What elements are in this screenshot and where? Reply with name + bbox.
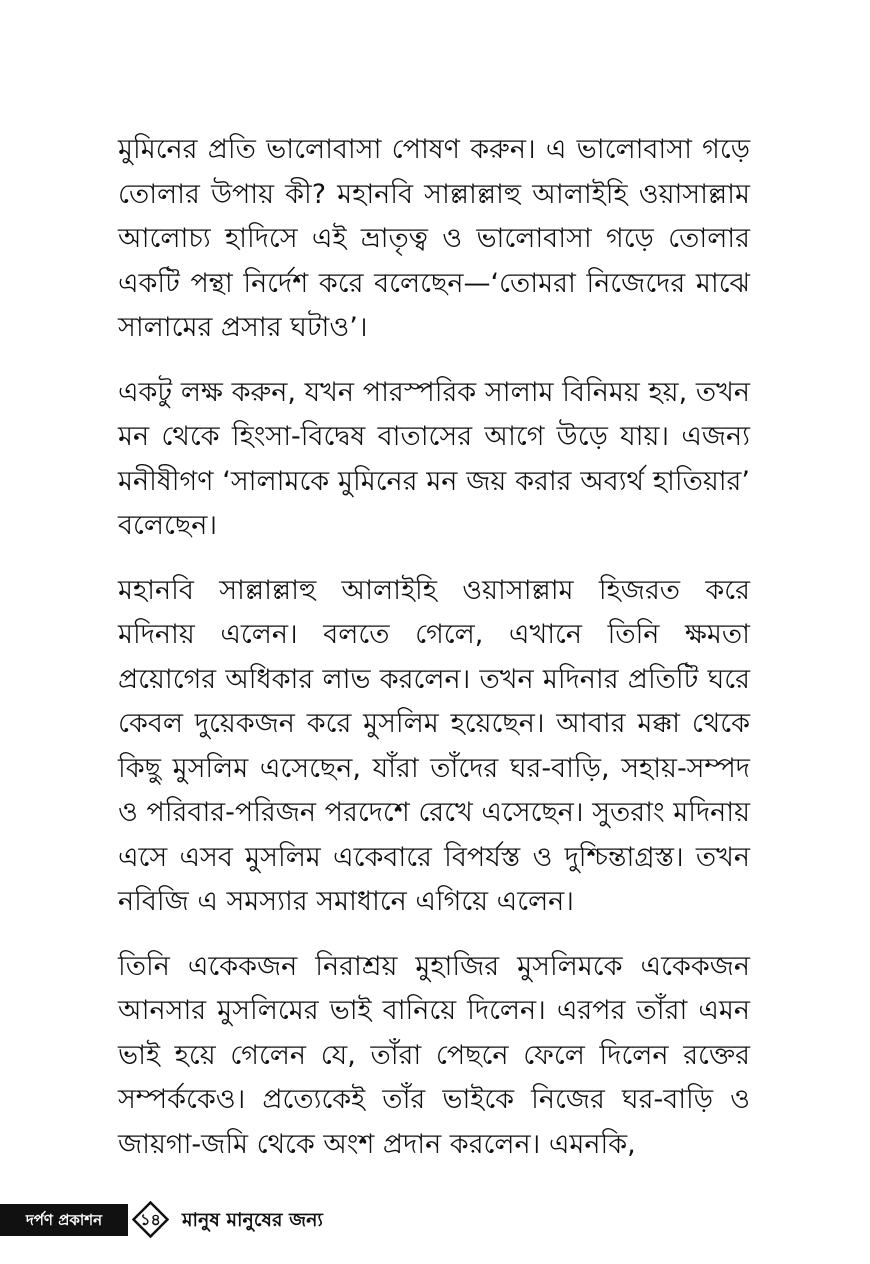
page-body [118, 128, 750, 1187]
paragraph: একটু লক্ষ করুন, যখন পারস্পরিক সালাম বিনিময় হয়, তখন মন থেকে হিংসা-বিদ্বেষ বাতাসের আগে উড়ে যায়। এজন্য মনীষীগণ ‘সালামকে মুমিনের মন জয় করার অব্যর্থ হাতিয়ার’ বলেছেন। [118, 376, 750, 541]
paragraph: মহানবি সাল্লাল্লাহু আলাইহি ওয়াসাল্লাম হিজরত করে মদিনায় এলেন। বলতে গেলে, এখানে তিনি ক্ষমতা প্রয়োগের অধিকার লাভ করলেন। তখন মদিনার প্রতিটি ঘরে কেবল দুয়েকজন করে মুসলিম হয়েছেন। আবার মক্কা থেকে কিছু মুসলিম এসেছেন, যাঁরা তাঁদের ঘর-বাড়ি, সহায়-সম্পদ ও পরিবার-পরিজন পরদেশে রেখে এসেছেন। সুতরাং মদিনায় এসে এসব মুসলিম একেবারে বিপর্যস্ত ও দুশ্চিন্তাগ্রস্ত। তখন নবিজি এ সমস্যার সমাধানে এগিয়ে এলেন। [118, 574, 750, 917]
publisher-name: দর্পণ প্রকাশন [0, 1204, 128, 1236]
page-number: ১৪ [140, 1210, 161, 1229]
page-footer [0, 1197, 870, 1241]
book-title: মানুষ মানুষের জন্য [182, 1209, 323, 1231]
paragraph: মুমিনের প্রতি ভালোবাসা পোষণ করুন। এ ভালোবাসা গড়ে তোলার উপায় কী? মহানবি সাল্লাল্লাহু আলাইহি ওয়াসাল্লাম আলোচ্য হাদিসে এই ভ্রাতৃত্ব ও ভালোবাসা গড়ে তোলার একটি পন্থা নির্দেশ করে বলেছেন—‘তোমরা নিজেদের মাঝে সালামের প্রসার ঘটাও’। [118, 134, 750, 343]
paragraph: তিনি একেকজন নিরাশ্রয় মুহাজির মুসলিমকে একেকজন আনসার মুসলিমের ভাই বানিয়ে দিলেন। এরপর তাঁরা এমন ভাই হয়ে গেলেন যে, তাঁরা পেছনে ফেলে দিলেন রক্তের সম্পর্ককেও। প্রত্যেকেই তাঁর ভাইকে নিজের ঘর-বাড়ি ও জায়গা-জমি থেকে অংশ প্রদান করলেন। এমনকি, [118, 950, 750, 1160]
